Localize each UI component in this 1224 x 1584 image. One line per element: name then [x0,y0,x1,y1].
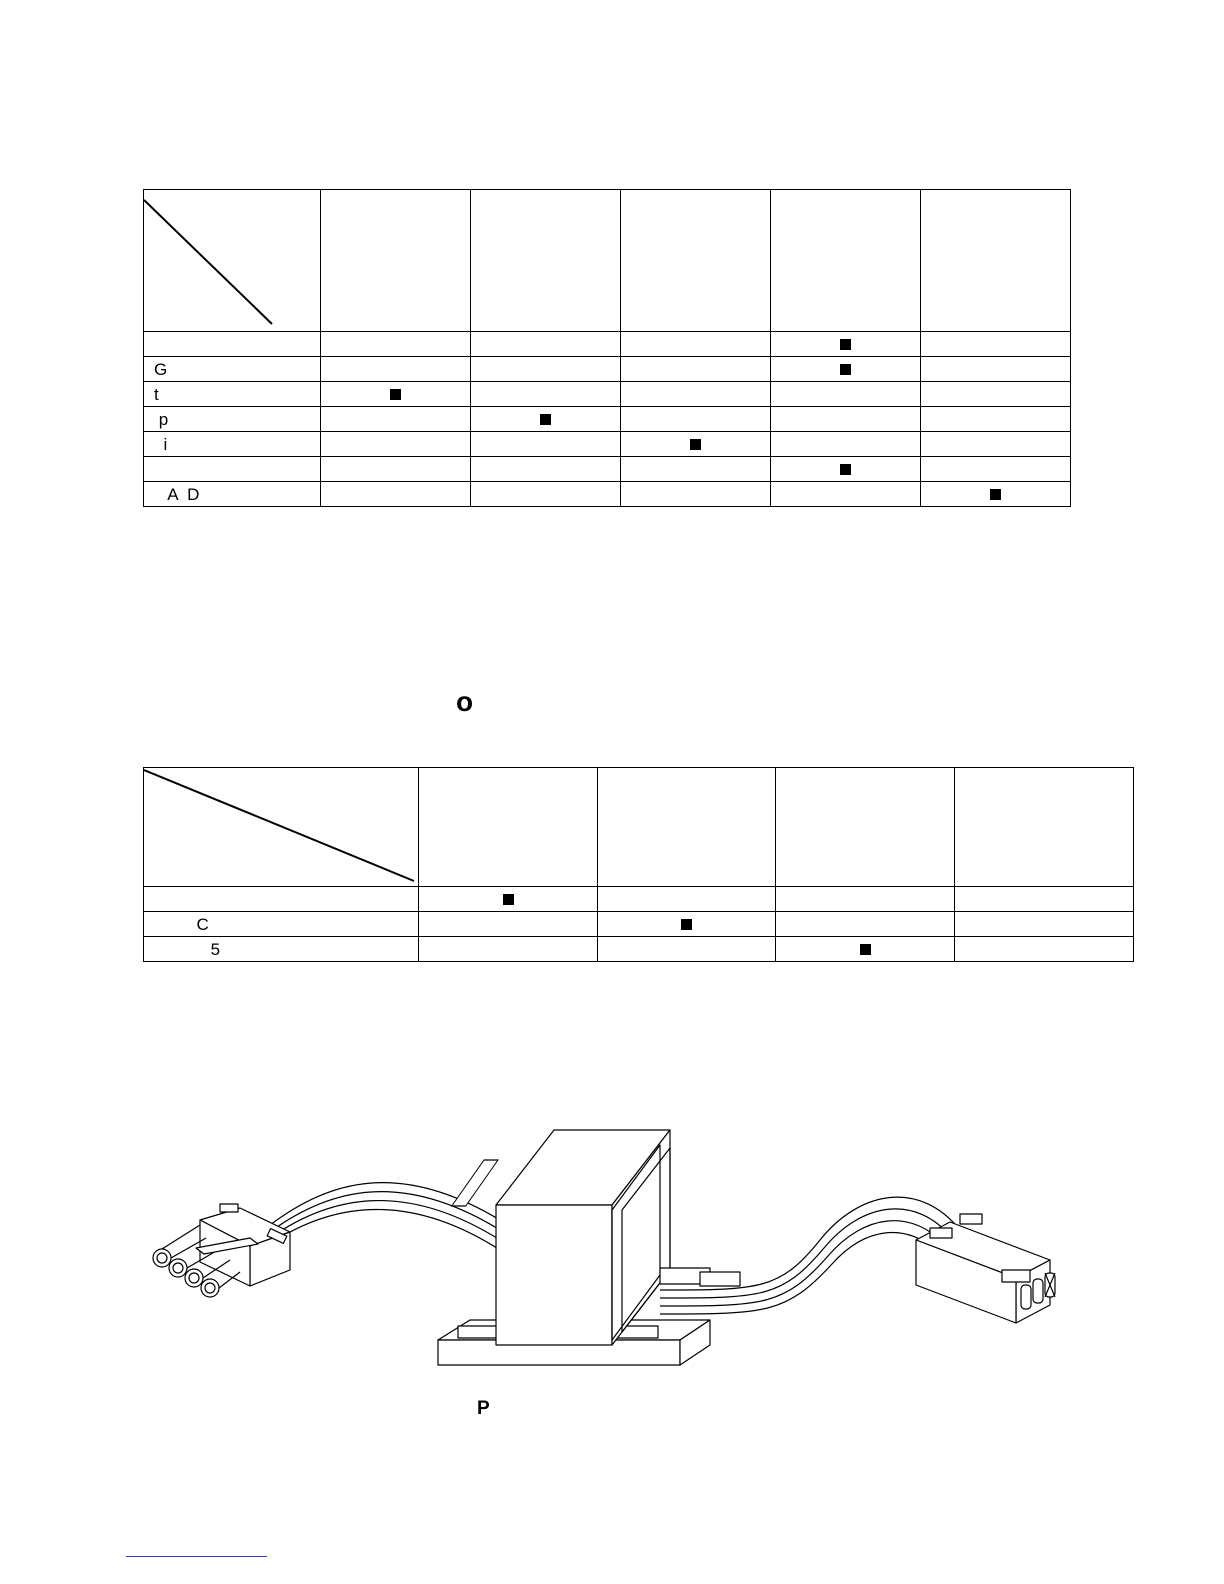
column-header-4 [955,768,1134,887]
table-cell [471,482,621,507]
row-label-cell [144,482,321,507]
table-cell [921,482,1071,507]
table-cell [621,407,771,432]
table-row [144,457,1071,482]
row-label-cell [144,457,321,482]
table-cell [419,887,598,912]
selection-table-2 [143,767,1134,962]
filled-square-mark-icon [503,894,514,905]
table-cell [321,407,471,432]
table-cell [471,432,621,457]
row-label-cell [144,357,321,382]
table-cell [921,432,1071,457]
table-row [144,937,1134,962]
table-cell [621,457,771,482]
column-header-1 [419,768,598,887]
table-header-row [144,768,1134,887]
table-cell [776,937,955,962]
column-header-2 [471,190,621,332]
table-cell [621,432,771,457]
corner-header-cell [144,190,321,332]
left-connector [153,1204,290,1297]
filled-square-mark-icon [840,464,851,475]
right-connector [916,1214,1055,1323]
footer-link-underline[interactable] [126,1556,267,1557]
table-cell [771,457,921,482]
transformer-with-wire-harness-icon [140,1120,1080,1370]
table-cell [321,432,471,457]
row-label: t [154,384,159,404]
table-cell [471,407,621,432]
table-cell [921,407,1071,432]
filled-square-mark-icon [690,439,701,450]
row-label-cell [144,332,321,357]
row-label-cell [144,912,419,937]
table-cell [419,937,598,962]
figure-caption: P [477,1398,490,1419]
table-cell [321,482,471,507]
table-cell [771,382,921,407]
filled-square-mark-icon [840,364,851,375]
table-cell [598,937,776,962]
row-label: p [154,409,169,429]
table-cell [921,382,1071,407]
selection-table-1 [143,189,1071,507]
table-row [144,407,1071,432]
table-cell [771,332,921,357]
corner-header-cell [144,768,419,887]
table-cell [921,357,1071,382]
column-header-4 [771,190,921,332]
column-header-3 [776,768,955,887]
table-cell [955,887,1134,912]
table-cell [771,407,921,432]
table-cell [471,382,621,407]
table-cell [471,457,621,482]
row-label-cell [144,407,321,432]
table-cell [771,357,921,382]
row-label-cell [144,382,321,407]
row-label-cell [144,432,321,457]
diagonal-divider [144,190,321,332]
filled-square-mark-icon [390,389,401,400]
column-header-1 [321,190,471,332]
row-label: 5 [154,939,221,959]
diagonal-divider [144,768,419,887]
filled-square-mark-icon [990,489,1001,500]
table-cell [621,382,771,407]
table-cell [771,432,921,457]
table-cell [921,457,1071,482]
filled-square-mark-icon [681,919,692,930]
table-cell [955,912,1134,937]
table-cell [598,912,776,937]
table-cell [598,887,776,912]
table-cell [776,912,955,937]
row-label: i [154,434,168,454]
column-header-2 [598,768,776,887]
column-header-5 [921,190,1071,332]
row-label-cell [144,937,419,962]
filled-square-mark-icon [840,339,851,350]
table-cell [419,912,598,937]
table-cell [621,357,771,382]
row-label: C [154,914,209,934]
table-cell [321,457,471,482]
table-row [144,332,1071,357]
filled-square-mark-icon [860,944,871,955]
column-header-3 [621,190,771,332]
table-cell [321,357,471,382]
table-cell [776,887,955,912]
table-cell [621,482,771,507]
table-row [144,382,1071,407]
section-heading: o [456,686,474,717]
right-wire-bundle [660,1197,960,1314]
table-cell [471,332,621,357]
filled-square-mark-icon [540,414,551,425]
row-label: G [154,359,168,379]
table-row [144,912,1134,937]
table-cell [621,332,771,357]
table-cell [471,357,621,382]
table-header-row [144,190,1071,332]
table-cell [771,482,921,507]
table-cell [321,382,471,407]
table-cell [921,332,1071,357]
row-label-cell [144,887,419,912]
table-row [144,887,1134,912]
table-row [144,432,1071,457]
table-row [144,357,1071,382]
table-row [144,482,1071,507]
row-label: A D [154,484,200,504]
table-cell [321,332,471,357]
table-cell [955,937,1134,962]
